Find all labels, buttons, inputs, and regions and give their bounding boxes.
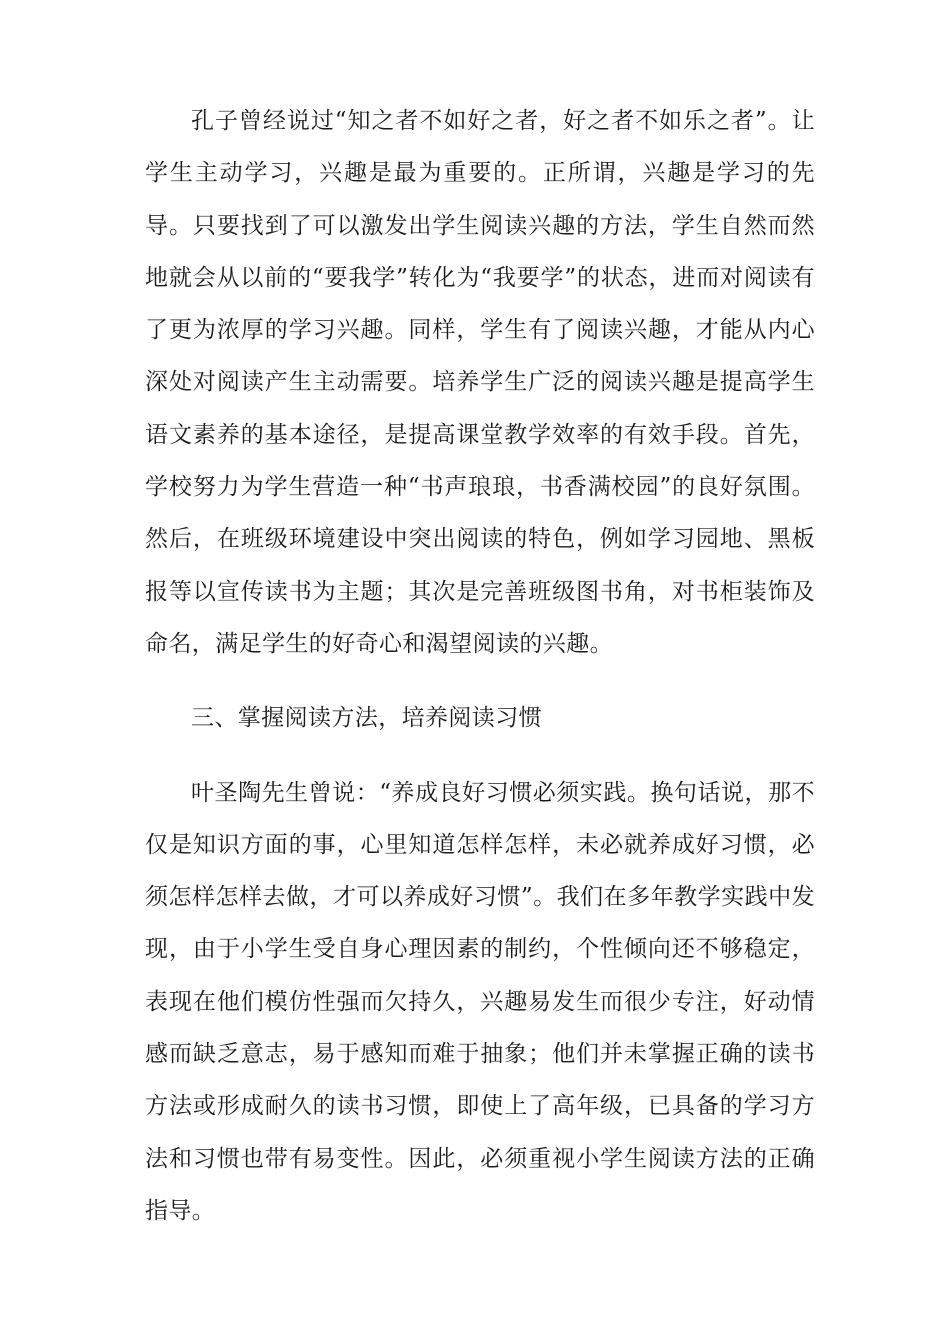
section-heading-reading-methods: 三、掌握阅读方法，培养阅读习惯 (191, 705, 542, 732)
document-body (145, 95, 815, 1237)
body-paragraph-habits: 叶圣陶先生曾说：“养成良好习惯必须实践。换句话说，那不仅是知识方面的事，心里知道怎样怎样，未必就养成好习惯，必须怎样怎样去做，才可以养成好习惯”。我们在多年教学实践中发现，由于小学生受自身心理因素的制约，个性倾向还不够稳定，表现在他们模仿性强而欠持久，兴趣易发生而很少专注，好动情感而缺乏意志，易于感知而难于抽象；他们并未掌握正确的读书方法或形成耐久的读书习惯，即使上了高年级，已具备的学习方法和习惯也带有易变性。因此，必须重视小学生阅读方法的正确指导。 (145, 779, 815, 1224)
body-paragraph-interest: 孔子曾经说过“知之者不如好之者，好之者不如乐之者”。让学生主动学习，兴趣是最为重要的。正所谓，兴趣是学习的先导。只要找到了可以激发出学生阅读兴趣的方法，学生自然而然地就会从以前的“要我学”转化为“我要学”的状态，进而对阅读有了更为浓厚的学习兴趣。同样，学生有了阅读兴趣，才能从内心深处对阅读产生主动需要。培养学生广泛的阅读兴趣是提高学生语文素养的基本途径，是提高课堂教学效率的有效手段。首先，学校努力为学生营造一种“书声琅琅，书香满校园”的良好氛围。然后，在班级环境建设中突出阅读的特色，例如学习园地、黑板报等以宣传读书为主题；其次是完善班级图书角，对书柜装饰及命名，满足学生的好奇心和渴望阅读的兴趣。 (145, 108, 815, 657)
